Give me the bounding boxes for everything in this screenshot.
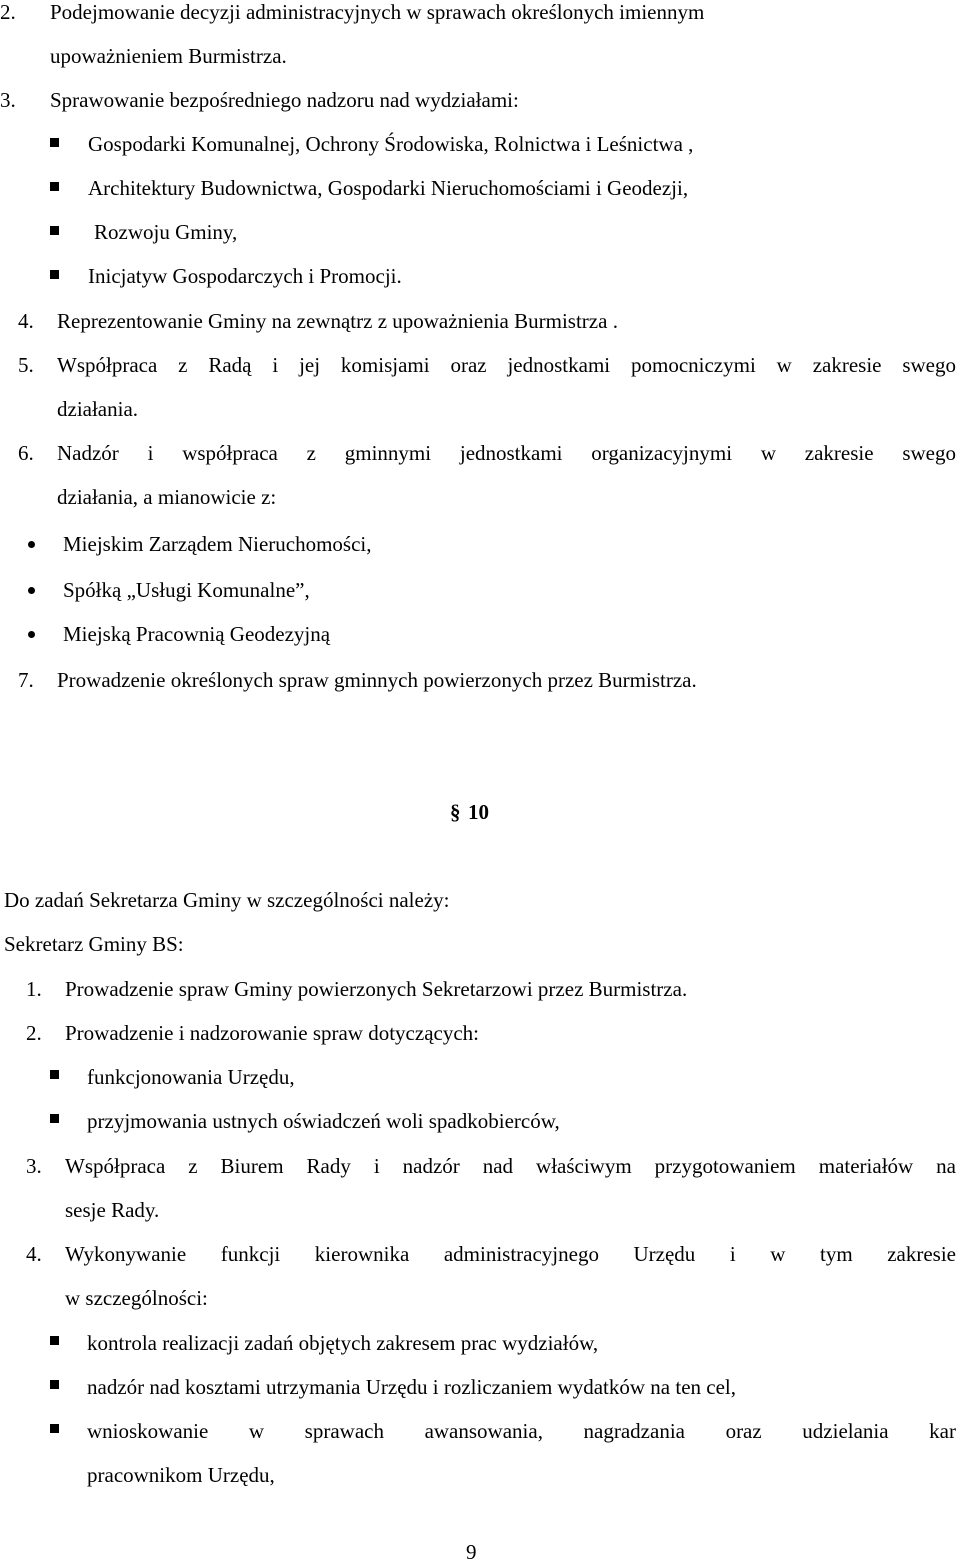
list-item-text: sesje Rady. (65, 1198, 160, 1222)
list-item-text: Sprawowanie bezpośredniego nadzoru nad wydziałami: (50, 88, 519, 112)
bullet-text: Spółką „Usługi Komunalne”, (63, 578, 310, 602)
bullet-text: wnioskowanie w sprawach awansowania, nagradzania oraz udzielania kar (87, 1419, 956, 1443)
list-item-text: działania. (57, 397, 139, 421)
bullet-text: funkcjonowania Urzędu, (87, 1065, 295, 1089)
list-number: 4. (18, 309, 34, 333)
round-bullet-icon (28, 541, 35, 548)
list-item-text: Współpraca z Radą i jej komisjami oraz jednostkami pomocniczymi w zakresie swego (57, 353, 956, 377)
list-number: 2. (26, 1021, 42, 1045)
square-bullet-icon (50, 1070, 59, 1079)
list-item-text: Współpraca z Biurem Rady i nadzór nad właściwym przygotowaniem materiałów na (65, 1154, 956, 1178)
section-sign-icon: § (450, 800, 461, 824)
list-number: 2. (0, 0, 16, 24)
list-number: 7. (18, 668, 34, 692)
list-item-text: Prowadzenie określonych spraw gminnych powierzonych przez Burmistrza. (57, 668, 697, 692)
bullet-text: przyjmowania ustnych oświadczeń woli spadkobierców, (87, 1109, 560, 1133)
bullet-text: pracownikom Urzędu, (87, 1463, 275, 1487)
list-item-text: Prowadzenie spraw Gminy powierzonych Sekretarzowi przez Burmistrza. (65, 977, 688, 1001)
bullet-text: Gospodarki Komunalnej, Ochrony Środowiska, Rolnictwa i Leśnictwa , (88, 132, 694, 156)
section-intro: Do zadań Sekretarza Gminy w szczególności należy: (4, 888, 450, 912)
bullet-text: Inicjatyw Gospodarczych i Promocji. (88, 264, 402, 288)
round-bullet-icon (28, 587, 35, 594)
square-bullet-icon (50, 1424, 59, 1433)
bullet-text: Architektury Budownictwa, Gospodarki Nieruchomościami i Geodezji, (88, 176, 689, 200)
list-item-text: Podejmowanie decyzji administracyjnych w sprawach określonych imiennym (50, 0, 705, 24)
bullet-text: Miejskim Zarządem Nieruchomości, (63, 532, 372, 556)
list-item-text: upoważnieniem Burmistrza. (50, 44, 287, 68)
bullet-text: kontrola realizacji zadań objętych zakresem prac wydziałów, (87, 1331, 599, 1355)
section-subtitle: Sekretarz Gminy BS: (4, 932, 184, 956)
square-bullet-icon (50, 1380, 59, 1389)
bullet-text: nadzór nad kosztami utrzymania Urzędu i rozliczaniem wydatków na ten cel, (87, 1375, 736, 1399)
round-bullet-icon (28, 631, 35, 638)
list-number: 1. (26, 977, 42, 1001)
bullet-text: Rozwoju Gminy, (94, 220, 238, 244)
list-number: 4. (26, 1242, 42, 1266)
list-item-text: działania, a mianowicie z: (57, 485, 277, 509)
square-bullet-icon (50, 1336, 59, 1345)
square-bullet-icon (50, 1114, 59, 1123)
square-bullet-icon (50, 226, 59, 235)
list-number: 5. (18, 353, 34, 377)
list-number: 3. (0, 88, 16, 112)
list-item-text: w szczególności: (65, 1286, 208, 1310)
square-bullet-icon (50, 138, 59, 147)
section-heading: 10 (468, 800, 489, 824)
square-bullet-icon (50, 182, 59, 191)
list-item-text: Reprezentowanie Gminy na zewnątrz z upoważnienia Burmistrza . (57, 309, 618, 333)
square-bullet-icon (50, 270, 59, 279)
list-item-text: Wykonywanie funkcji kierownika administracyjnego Urzędu i w tym zakresie (65, 1242, 956, 1266)
list-item-text: Prowadzenie i nadzorowanie spraw dotyczących: (65, 1021, 479, 1045)
list-item-text: Nadzór i współpraca z gminnymi jednostkami organizacyjnymi w zakresie swego (57, 441, 956, 465)
page-number: 9 (466, 1540, 477, 1564)
list-number: 3. (26, 1154, 42, 1178)
bullet-text: Miejską Pracownią Geodezyjną (63, 622, 331, 646)
list-number: 6. (18, 441, 34, 465)
